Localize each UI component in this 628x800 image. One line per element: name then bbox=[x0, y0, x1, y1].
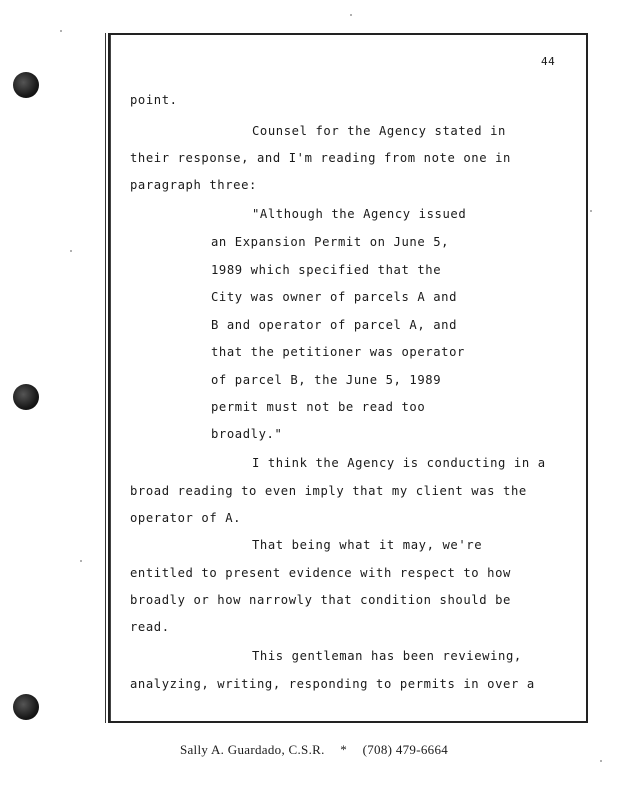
transcript-line: This gentleman has been reviewing, bbox=[252, 649, 522, 663]
transcript-line: operator of A. bbox=[130, 511, 242, 525]
scan-speck bbox=[60, 30, 62, 32]
transcript-line: Counsel for the Agency stated in bbox=[252, 124, 506, 138]
punch-hole-icon bbox=[13, 384, 39, 410]
quote-line: 1989 which specified that the bbox=[211, 263, 442, 277]
scan-speck bbox=[350, 14, 352, 16]
page-number: 44 bbox=[541, 55, 556, 68]
scan-speck bbox=[590, 210, 592, 212]
quote-line: B and operator of parcel A, and bbox=[211, 318, 458, 332]
quote-line: that the petitioner was operator bbox=[211, 345, 465, 359]
quote-line: an Expansion Permit on June 5, bbox=[211, 235, 450, 249]
transcript-line: their response, and I'm reading from note one in bbox=[130, 151, 511, 165]
punch-hole-icon bbox=[13, 72, 39, 98]
reporter-name: Sally A. Guardado, C.S.R. bbox=[179, 742, 325, 757]
quote-line: "Although the Agency issued bbox=[252, 207, 467, 221]
quote-line: of parcel B, the June 5, 1989 bbox=[211, 373, 442, 387]
quote-line: City was owner of parcels A and bbox=[211, 290, 458, 304]
quote-line: permit must not be read too bbox=[211, 400, 426, 414]
footer-separator: * bbox=[340, 742, 348, 757]
transcript-line: broadly or how narrowly that condition should be bbox=[130, 593, 511, 607]
transcript-line: point. bbox=[130, 93, 178, 107]
scan-speck bbox=[80, 560, 82, 562]
transcript-line: paragraph three: bbox=[130, 178, 257, 192]
scan-speck bbox=[70, 250, 72, 252]
transcript-line: I think the Agency is conducting in a bbox=[252, 456, 546, 470]
transcript-line: That being what it may, we're bbox=[252, 538, 483, 552]
scan-speck bbox=[600, 760, 602, 762]
transcript-line: analyzing, writing, responding to permits in over a bbox=[130, 677, 535, 691]
reporter-footer bbox=[0, 742, 628, 758]
transcript-line: broad reading to even imply that my client was the bbox=[130, 484, 527, 498]
transcript-line: read. bbox=[130, 620, 170, 634]
punch-hole-icon bbox=[13, 694, 39, 720]
quote-line: broadly." bbox=[211, 427, 283, 441]
reporter-phone: (708) 479-6664 bbox=[362, 742, 449, 757]
transcript-line: entitled to present evidence with respect to how bbox=[130, 566, 511, 580]
